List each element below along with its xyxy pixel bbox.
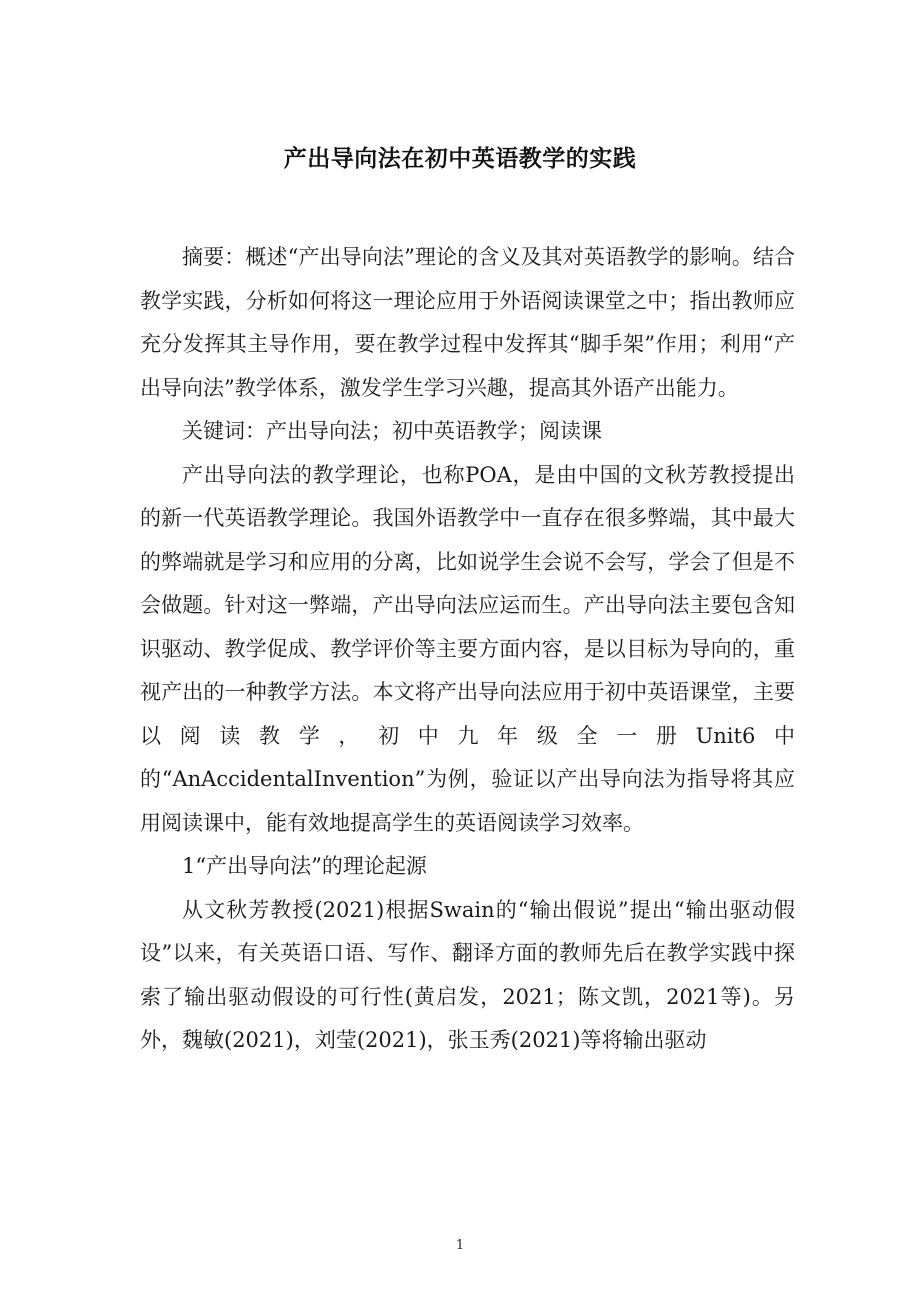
abstract-paragraph: 摘要：概述“产出导向法”理论的含义及其对英语教学的影响。结合教学实践，分析如何将这一理论应用于外语阅读课堂之中；指出教师应充分发挥其主导作用，要在教学过程中发挥其“脚手架”作用；利用“产出导向法”教学体系，激发学生学习兴趣，提高其外语产出能力。 <box>140 245 795 400</box>
page-number: 1 <box>455 1238 465 1253</box>
keywords-paragraph: 关键词：产出导向法；初中英语教学；阅读课 <box>182 419 602 443</box>
document-title: 产出导向法在初中英语教学的实践 <box>283 145 637 172</box>
section-paragraph: 从文秋芳教授(2021)根据Swain的“输出假说”提出“输出驱动假设”以来，有关英语口语、写作、翻译方面的教师先后在教学实践中探索了输出驱动假设的可行性(黄启发，2021；陈文凯，2021等)。另外，魏敏(2021)，刘莹(2021)，张玉秀(2021)等将输出驱动 <box>140 897 795 1052</box>
section-heading: 1“产出导向法”的理论起源 <box>182 854 427 878</box>
intro-paragraph: 产出导向法的教学理论，也称POA，是由中国的文秋芳教授提出的新一代英语教学理论。我国外语教学中一直存在很多弊端，其中最大的弊端就是学习和应用的分离，比如说学生会说不会写，学会了但是不会做题。针对这一弊端，产出导向法应运而生。产出导向法主要包含知识驱动、教学促成、教学评价等主要方面内容，是以目标为导向的，重视产出的一种教学方法。本文将产出导向法应用于初中英语课堂，主要以阅读教学，初中九年级全一册Unit6中的“AnAccidentalInvention”为例，验证以产出导向法为指导将其应用阅读课中，能有效地提高学生的英语阅读学习效率。 <box>140 462 795 835</box>
document-body <box>140 236 795 1063</box>
